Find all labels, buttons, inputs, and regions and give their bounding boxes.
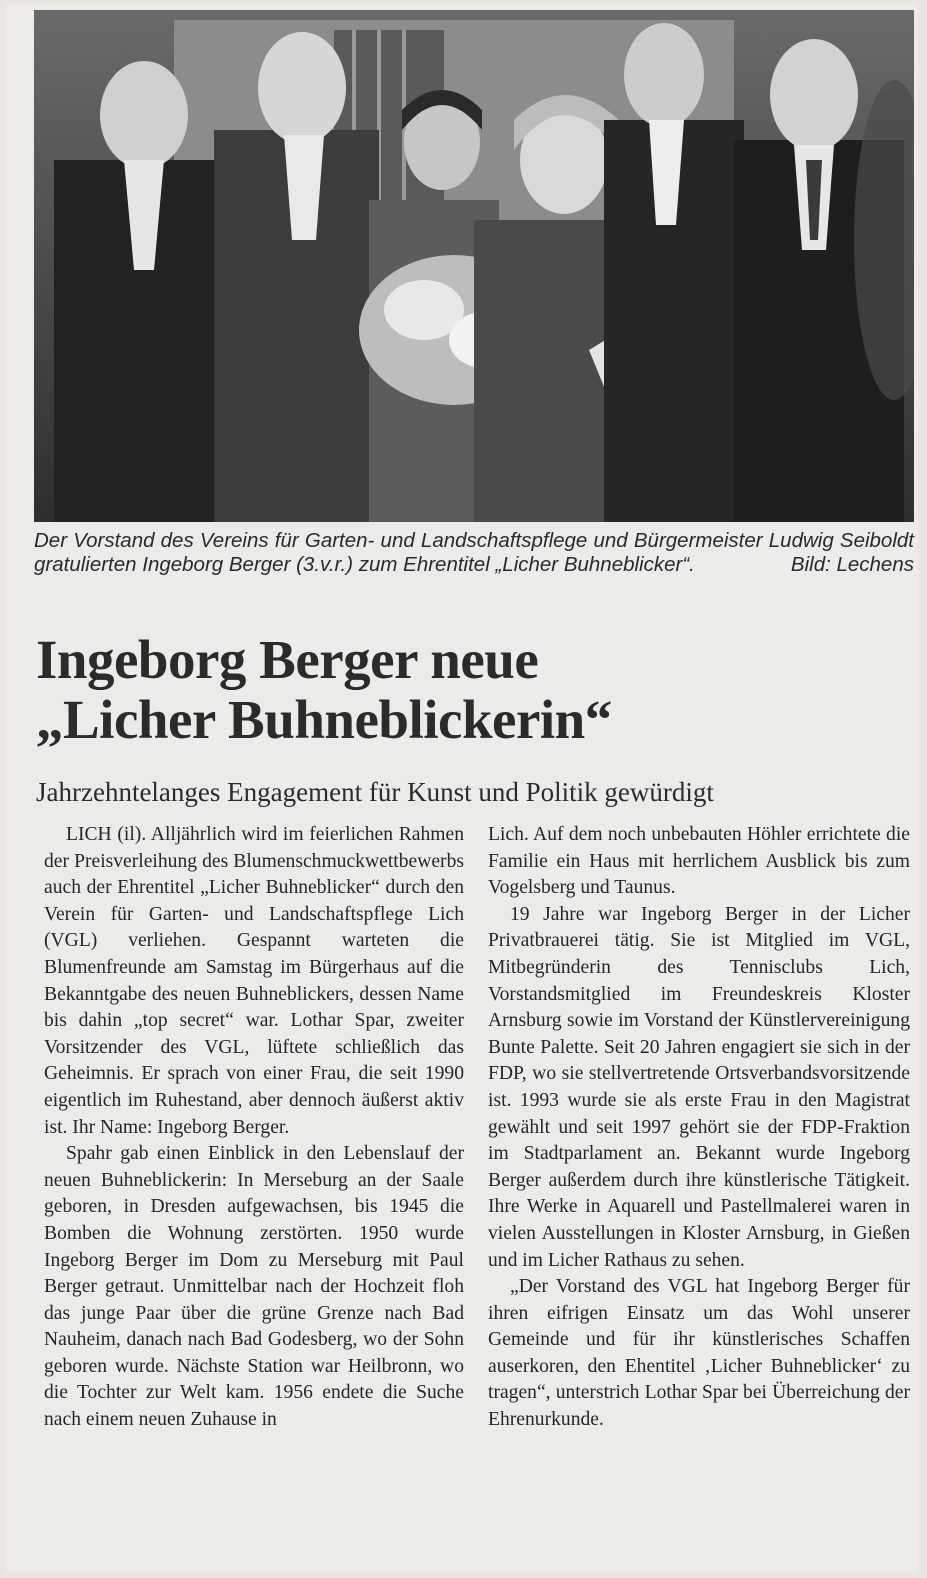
group-photo-icon xyxy=(34,10,914,522)
article-paragraph: Lich. Auf dem noch unbebauten Höhler errichtete die Familie ein Haus mit herrlichem Ausblick bis zum Vogelsberg und Taunus. xyxy=(488,824,910,899)
article-column-left xyxy=(44,822,464,1434)
article-paragraph: „Der Vorstand des VGL hat Ingeborg Berger für ihren eifrigen Einsatz um das Wohl unserer Gemeinde und für ihr künstlerisches Schaffen auserkoren, den Ehentitel ‚Licher Buhneblicker‘ zu tragen“, unterstrich Lothar Spar bei Überreichung der Ehrenurkunde. xyxy=(488,1276,910,1431)
article-paragraph: Spahr gab einen Einblick in den Lebenslauf der neuen Buhneblickerin: In Merseburg an der Saale geboren, in Dresden aufgewachsen, bis 1945 die Bomben die Wohnung zerstörten. 1950 wurde Ingeborg Berger im Dom zu Merseburg mit Paul Berger getraut. Unmittelbar nach der Hochzeit floh das junge Paar über die grüne Grenze nach Bad Nauheim, danach nach Bad Godesberg, wo der Sohn geboren wurde. Nächste Station war Heilbronn, wo die Tochter zur Welt kam. 1956 endete die Suche nach einem neuen Zuhause in xyxy=(44,1143,464,1431)
article-subheadline: Jahrzehntelanges Engagement für Kunst und Politik gewürdigt xyxy=(36,777,714,807)
article-paragraph: LICH (il). Alljährlich wird im feierlichen Rahmen der Preisverleihung des Blumenschmuckwettbewerbs auch der Ehrentitel „Licher Buhneblicker“ durch den Verein für Garten- und Landschaftspflege Lich (VGL) verliehen. Gespannt warteten die Blumenfreunde am Samstag im Bürgerhaus auf die Bekanntgabe des neuen Buhneblickers, dessen Name bis dahin „top secret“ war. Lothar Spar, zweiter Vorsitzender des VGL, lüftete schließlich das Geheimnis. Er sprach von einer Frau, die seit 1990 eigentlich im Ruhestand, aber dennoch äußerst aktiv ist. Ihr Name: Ingeborg Berger. xyxy=(44,824,464,1138)
newspaper-clipping xyxy=(6,4,918,1572)
headline-line-2: „Licher Buhneblickerin“ xyxy=(36,689,612,750)
group-photo xyxy=(34,10,914,522)
caption-text: Der Vorstand des Vereins für Garten- und Landschaftspflege und Bürgermeister Ludwig Seiboldt gratulierten Ingeborg Berger (3.v.r.) zum Ehrentitel „Licher Buhneblicker“. xyxy=(34,529,914,576)
article-paragraph: 19 Jahre war Ingeborg Berger in der Licher Privatbrauerei tätig. Sie ist Mitglied im VGL, Mitbegründerin des Tennisclubs Lich, Vorstandsmitglied im Freundeskreis Kloster Arnsburg sowie im Vorstand der Künstlervereinigung Bunte Palette. Seit 20 Jahren engagiert sie sich in der FDP, wo sie stellvertretende Ortsverbandsvorsitzende ist. 1993 wurde sie als erste Frau in den Magistrat gewählt und seit 1997 gehört sie der FDP-Fraktion im Stadtparlament an. Bekannt wurde Ingeborg Berger außerdem durch ihre künstlerische Tätigkeit. Ihre Werke in Aquarell und Pastellmalerei waren in vielen Ausstellungen in Kloster Arnsburg, in Gießen und im Licher Rathaus zu sehen. xyxy=(488,903,910,1271)
article-column-right xyxy=(488,822,910,1434)
photo-credit: Bild: Lechens xyxy=(790,553,914,576)
photo-caption xyxy=(34,529,914,577)
headline-line-1: Ingeborg Berger neue xyxy=(36,629,539,690)
article-headline xyxy=(36,630,916,750)
